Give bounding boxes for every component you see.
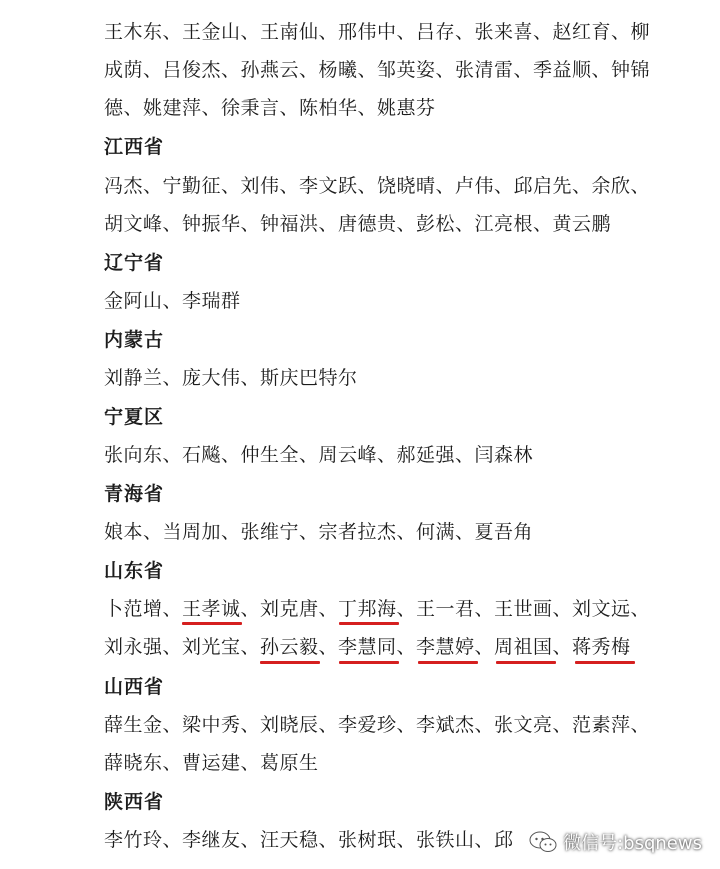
name-line: 娘本、当周加、张维宁、宗者拉杰、何满、夏吾角 bbox=[104, 521, 534, 543]
name-line: 成荫、吕俊杰、孙燕云、杨曦、邹英姿、张清雷、季益顺、钟锦 bbox=[104, 59, 651, 81]
red-underline bbox=[418, 661, 478, 664]
wechat-watermark bbox=[529, 829, 702, 855]
name-line: 德、姚建萍、徐秉言、陈柏华、姚惠芬 bbox=[104, 97, 436, 119]
red-underline bbox=[339, 661, 399, 664]
province-heading-shanxi: 山西省 bbox=[104, 676, 165, 698]
name-line: 冯杰、宁勤征、刘伟、李文跃、饶晓晴、卢伟、邱启先、余欣、 bbox=[104, 175, 651, 197]
name-line: 薛生金、梁中秀、刘晓辰、李爱珍、李斌杰、张文亮、范素萍、 bbox=[104, 714, 651, 736]
province-heading-liaoning: 辽宁省 bbox=[104, 252, 165, 274]
name-line: 李竹玲、李继友、汪天稳、张树珉、张铁山、邱 bbox=[104, 829, 514, 851]
name-line: 薛晓东、曹运建、葛原生 bbox=[104, 752, 319, 774]
red-underline bbox=[339, 622, 399, 625]
province-heading-ningxia: 宁夏区 bbox=[104, 406, 165, 428]
province-heading-shandong: 山东省 bbox=[104, 560, 165, 582]
wechat-icon bbox=[529, 831, 557, 853]
name-line: 刘静兰、庞大伟、斯庆巴特尔 bbox=[104, 367, 358, 389]
province-heading-shaanxi: 陕西省 bbox=[104, 791, 165, 813]
name-line: 卜范增、王孝诚、刘克唐、丁邦海、王一君、王世画、刘文远、 bbox=[104, 598, 651, 620]
province-heading-neimenggu: 内蒙古 bbox=[104, 329, 165, 351]
red-underline bbox=[496, 661, 556, 664]
province-heading-jiangxi: 江西省 bbox=[104, 136, 165, 158]
name-line: 张向东、石飚、仲生全、周云峰、郝延强、闫森林 bbox=[104, 444, 534, 466]
province-heading-qinghai: 青海省 bbox=[104, 483, 165, 505]
name-line: 刘永强、刘光宝、孙云毅、李慧同、李慧婷、周祖国、蒋秀梅 bbox=[104, 636, 631, 658]
name-line: 胡文峰、钟振华、钟福洪、唐德贵、彭松、江亮根、黄云鹏 bbox=[104, 213, 612, 235]
red-underline bbox=[260, 661, 320, 664]
red-underline bbox=[575, 661, 635, 664]
watermark-text: 微信号:bsqnews bbox=[563, 833, 702, 854]
red-underline bbox=[182, 622, 242, 625]
name-line: 金阿山、李瑞群 bbox=[104, 290, 241, 312]
name-line: 王木东、王金山、王南仙、邢伟中、吕存、张来喜、赵红育、柳 bbox=[104, 21, 651, 43]
